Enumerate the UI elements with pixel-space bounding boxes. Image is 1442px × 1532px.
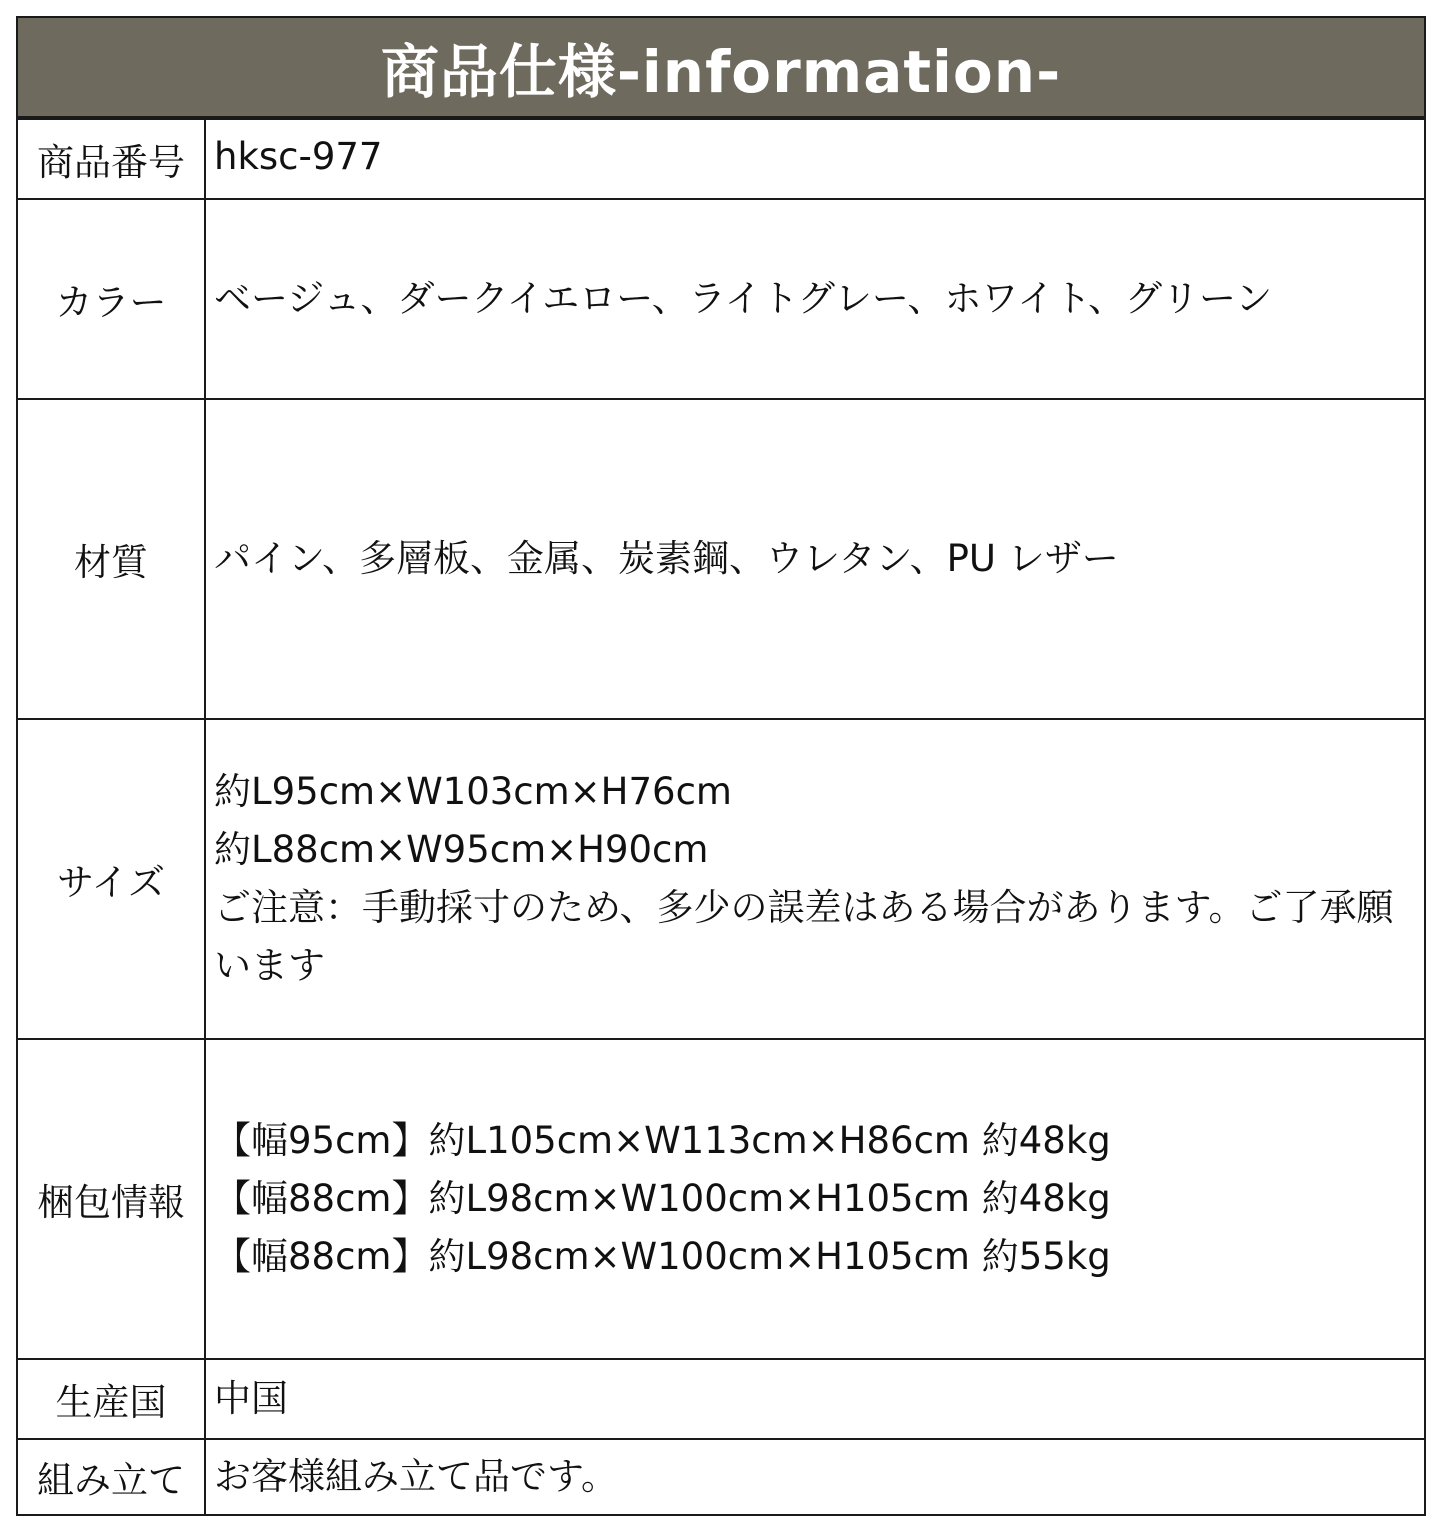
row-label: 梱包情報 [18,1040,206,1358]
row-label: 材質 [18,400,206,718]
row-label: 組み立て [18,1440,206,1514]
row-value [206,120,1424,198]
value-line: 約L88cm×W95cm×H90cm [214,828,709,871]
row-product-number [18,118,1424,198]
row-label: サイズ [18,720,206,1038]
spec-table [16,16,1426,1516]
size-note: ご注意：手動採寸のため、多少の誤差はある場合があります。ご了承願います [214,886,1394,987]
row-country [18,1358,1424,1438]
row-value [206,200,1424,398]
row-value [206,400,1424,718]
row-assembly [18,1438,1424,1514]
value-line: 中国 [214,1377,288,1420]
value-line: 【幅88cm】約L98cm×W100cm×H105cm 約48kg [214,1177,1111,1220]
value-line: パイン、多層板、金属、炭素鋼、ウレタン、PU レザー [214,537,1119,580]
row-label: 生産国 [18,1360,206,1438]
row-value [206,1360,1424,1438]
row-label: 商品番号 [18,120,206,198]
value-line: ベージュ、ダークイエロー、ライトグレー、ホワイト、グリーン [214,277,1273,320]
row-value [206,1440,1424,1514]
value-line: お客様組み立て品です。 [214,1455,619,1498]
spec-title: 商品仕様-information- [18,18,1424,118]
row-label: カラー [18,200,206,398]
row-size [18,718,1424,1038]
row-value [206,720,1424,1038]
value-line: 【幅88cm】約L98cm×W100cm×H105cm 約55kg [214,1235,1111,1278]
row-package-info [18,1038,1424,1358]
row-value [206,1040,1424,1358]
row-color [18,198,1424,398]
value-line: 【幅95cm】約L105cm×W113cm×H86cm 約48kg [214,1119,1111,1162]
value-line: 約L95cm×W103cm×H76cm [214,770,732,813]
value-line: hksc-977 [214,135,383,178]
row-material [18,398,1424,718]
